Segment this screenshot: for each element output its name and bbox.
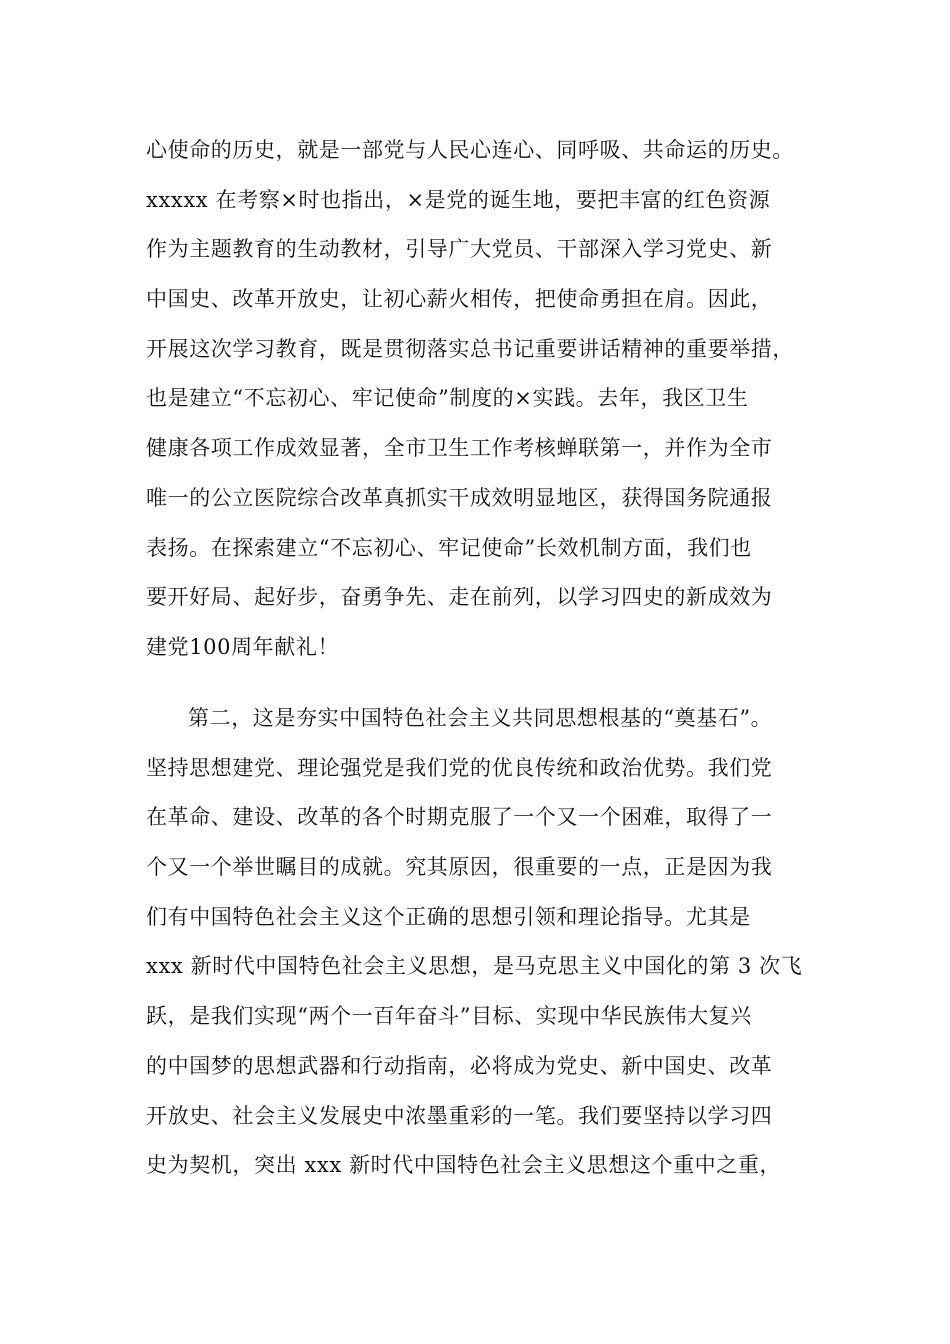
paragraph-2 [146, 694, 806, 1191]
paragraph-line: 心使命的历史，就是一部党与人民心连心、同呼吸、共命运的历史。 [146, 138, 794, 162]
paragraph-line: 也是建立“不忘初心、牢记使命”制度的×实践。去年，我区卫生 [146, 386, 749, 411]
paragraph-line: 在革命、建设、改革的各个时期克服了一个又一个困难，取得了一 [146, 805, 773, 830]
paragraph-line: 个又一个举世瞩目的成就。究其原因，很重要的一点，正是因为我 [146, 855, 773, 880]
paragraph-line: 建党100周年献礼！ [146, 634, 340, 659]
paragraph-line: 唯一的公立医院综合改革真抓实干成效明显地区，获得国务院通报 [146, 485, 773, 510]
paragraph-line: xxx 新时代中国特色社会主义思想，是马克思主义中国化的第 3 次飞 [146, 954, 803, 979]
paragraph-line: 开展这次学习教育，既是贯彻落实总书记重要讲话精神的重要举措， [146, 336, 794, 361]
paragraph-line: 开放史、社会主义发展史中浓墨重彩的一笔。我们要坚持以学习四 [146, 1103, 773, 1128]
paragraph-1 [146, 126, 806, 673]
paragraph-line: 健康各项工作成效显著，全市卫生工作考核蝉联第一，并作为全市 [146, 436, 773, 461]
paragraph-line: 表扬。在探索建立“不忘初心、牢记使命”长效机制方面，我们也 [146, 535, 752, 560]
paragraph-line: 作为主题教育的生动教材，引导广大党员、干部深入学习党史、新 [146, 237, 773, 262]
paragraph-line: 第二，这是夯实中国特色社会主义共同思想根基的“奠基石”。 [188, 706, 773, 730]
paragraph-line: 坚持思想建党、理论强党是我们党的优良传统和政治优势。我们党 [146, 755, 773, 780]
paragraph-line: xxxxx 在考察×时也指出，×是党的诞生地，要把丰富的红色资源 [146, 187, 771, 212]
paragraph-line: 们有中国特色社会主义这个正确的思想引领和理论指导。尤其是 [146, 904, 751, 929]
paragraph-line: 中国史、改革开放史，让初心薪火相传，把使命勇担在肩。因此， [146, 287, 773, 312]
paragraph-line: 的中国梦的思想武器和行动指南，必将成为党史、新中国史、改革 [146, 1053, 773, 1078]
paragraph-line: 史为契机，突出 xxx 新时代中国特色社会主义思想这个重中之重， [146, 1153, 782, 1178]
paragraph-line: 跃，是我们实现“两个一百年奋斗”目标、实现中华民族伟大复兴 [146, 1004, 752, 1029]
paragraph-line: 要开好局、起好步，奋勇争先、走在前列，以学习四史的新成效为 [146, 585, 773, 610]
